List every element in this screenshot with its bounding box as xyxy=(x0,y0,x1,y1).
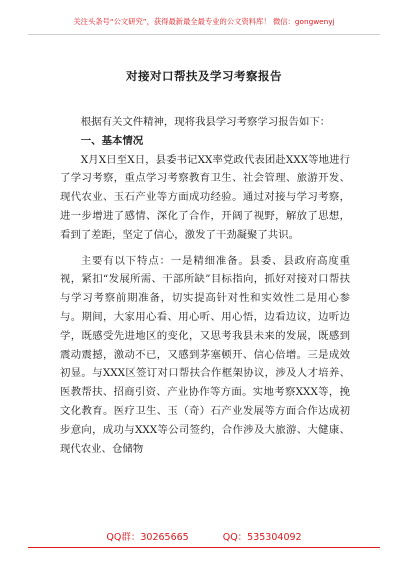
qq-number: QQ：535304092 xyxy=(222,532,302,543)
document-title: 对接对口帮扶及学习考察报告 xyxy=(126,69,282,83)
qq-group-number: QQ群：30265665 xyxy=(106,532,189,543)
header-promo-text: 关注头条号“公文研究”，获得最新最全最专业的公文资料库！ 微信：gongwenyj xyxy=(73,17,335,26)
body-paragraph-2: 主要有以下特点：一是精细准备。县委、县政府高度重视，紧扣“发展所需、干部所缺”目标指向，抓好对接对口帮扶与学习考察前期准备，切实提高针对性和实效性二是用心参与。期间，大家用心看、用心听、用心悟，边看边议，边听边学，既感受先进地区的变化，又思考我县未来的发展，既感到震动震撼，激动不已，又感到茅塞顿开、信心倍增。三是成效初显。与XXX区签订对口帮扶合作框架协议，涉及人才培养、医教帮扶、招商引资、产业协作等方面。实地考察XXX等，挽文化教育。医疗卫生、玉（奇）石产业发展等方面合作达成初步意向，成功与XXX等公司签约，合作涉及大旅游、大健康、现代农业、仓储物 xyxy=(60,254,350,455)
document-body xyxy=(60,113,350,458)
footer-contact xyxy=(0,531,408,545)
header-divider xyxy=(28,34,380,35)
intro-paragraph: 根据有关文件精神，现将我县学习考察学习报告如下： xyxy=(80,116,331,128)
body-paragraph-1: X月X日至X日，县委书记XX率党政代表团赴XXX等地进行了学习考察，重点学习考察教育卫生、社会管理、旅游开发、现代农业、玉石产业等方面成功经验。通过对接与学习考察，进一步增进了感情、深化了合作，开阔了视野，解放了思想，看到了差距，坚定了信心，激发了干劲凝聚了共识。 xyxy=(60,153,350,241)
footer-divider xyxy=(28,547,380,548)
section-heading: 一、基本情况 xyxy=(80,134,144,147)
